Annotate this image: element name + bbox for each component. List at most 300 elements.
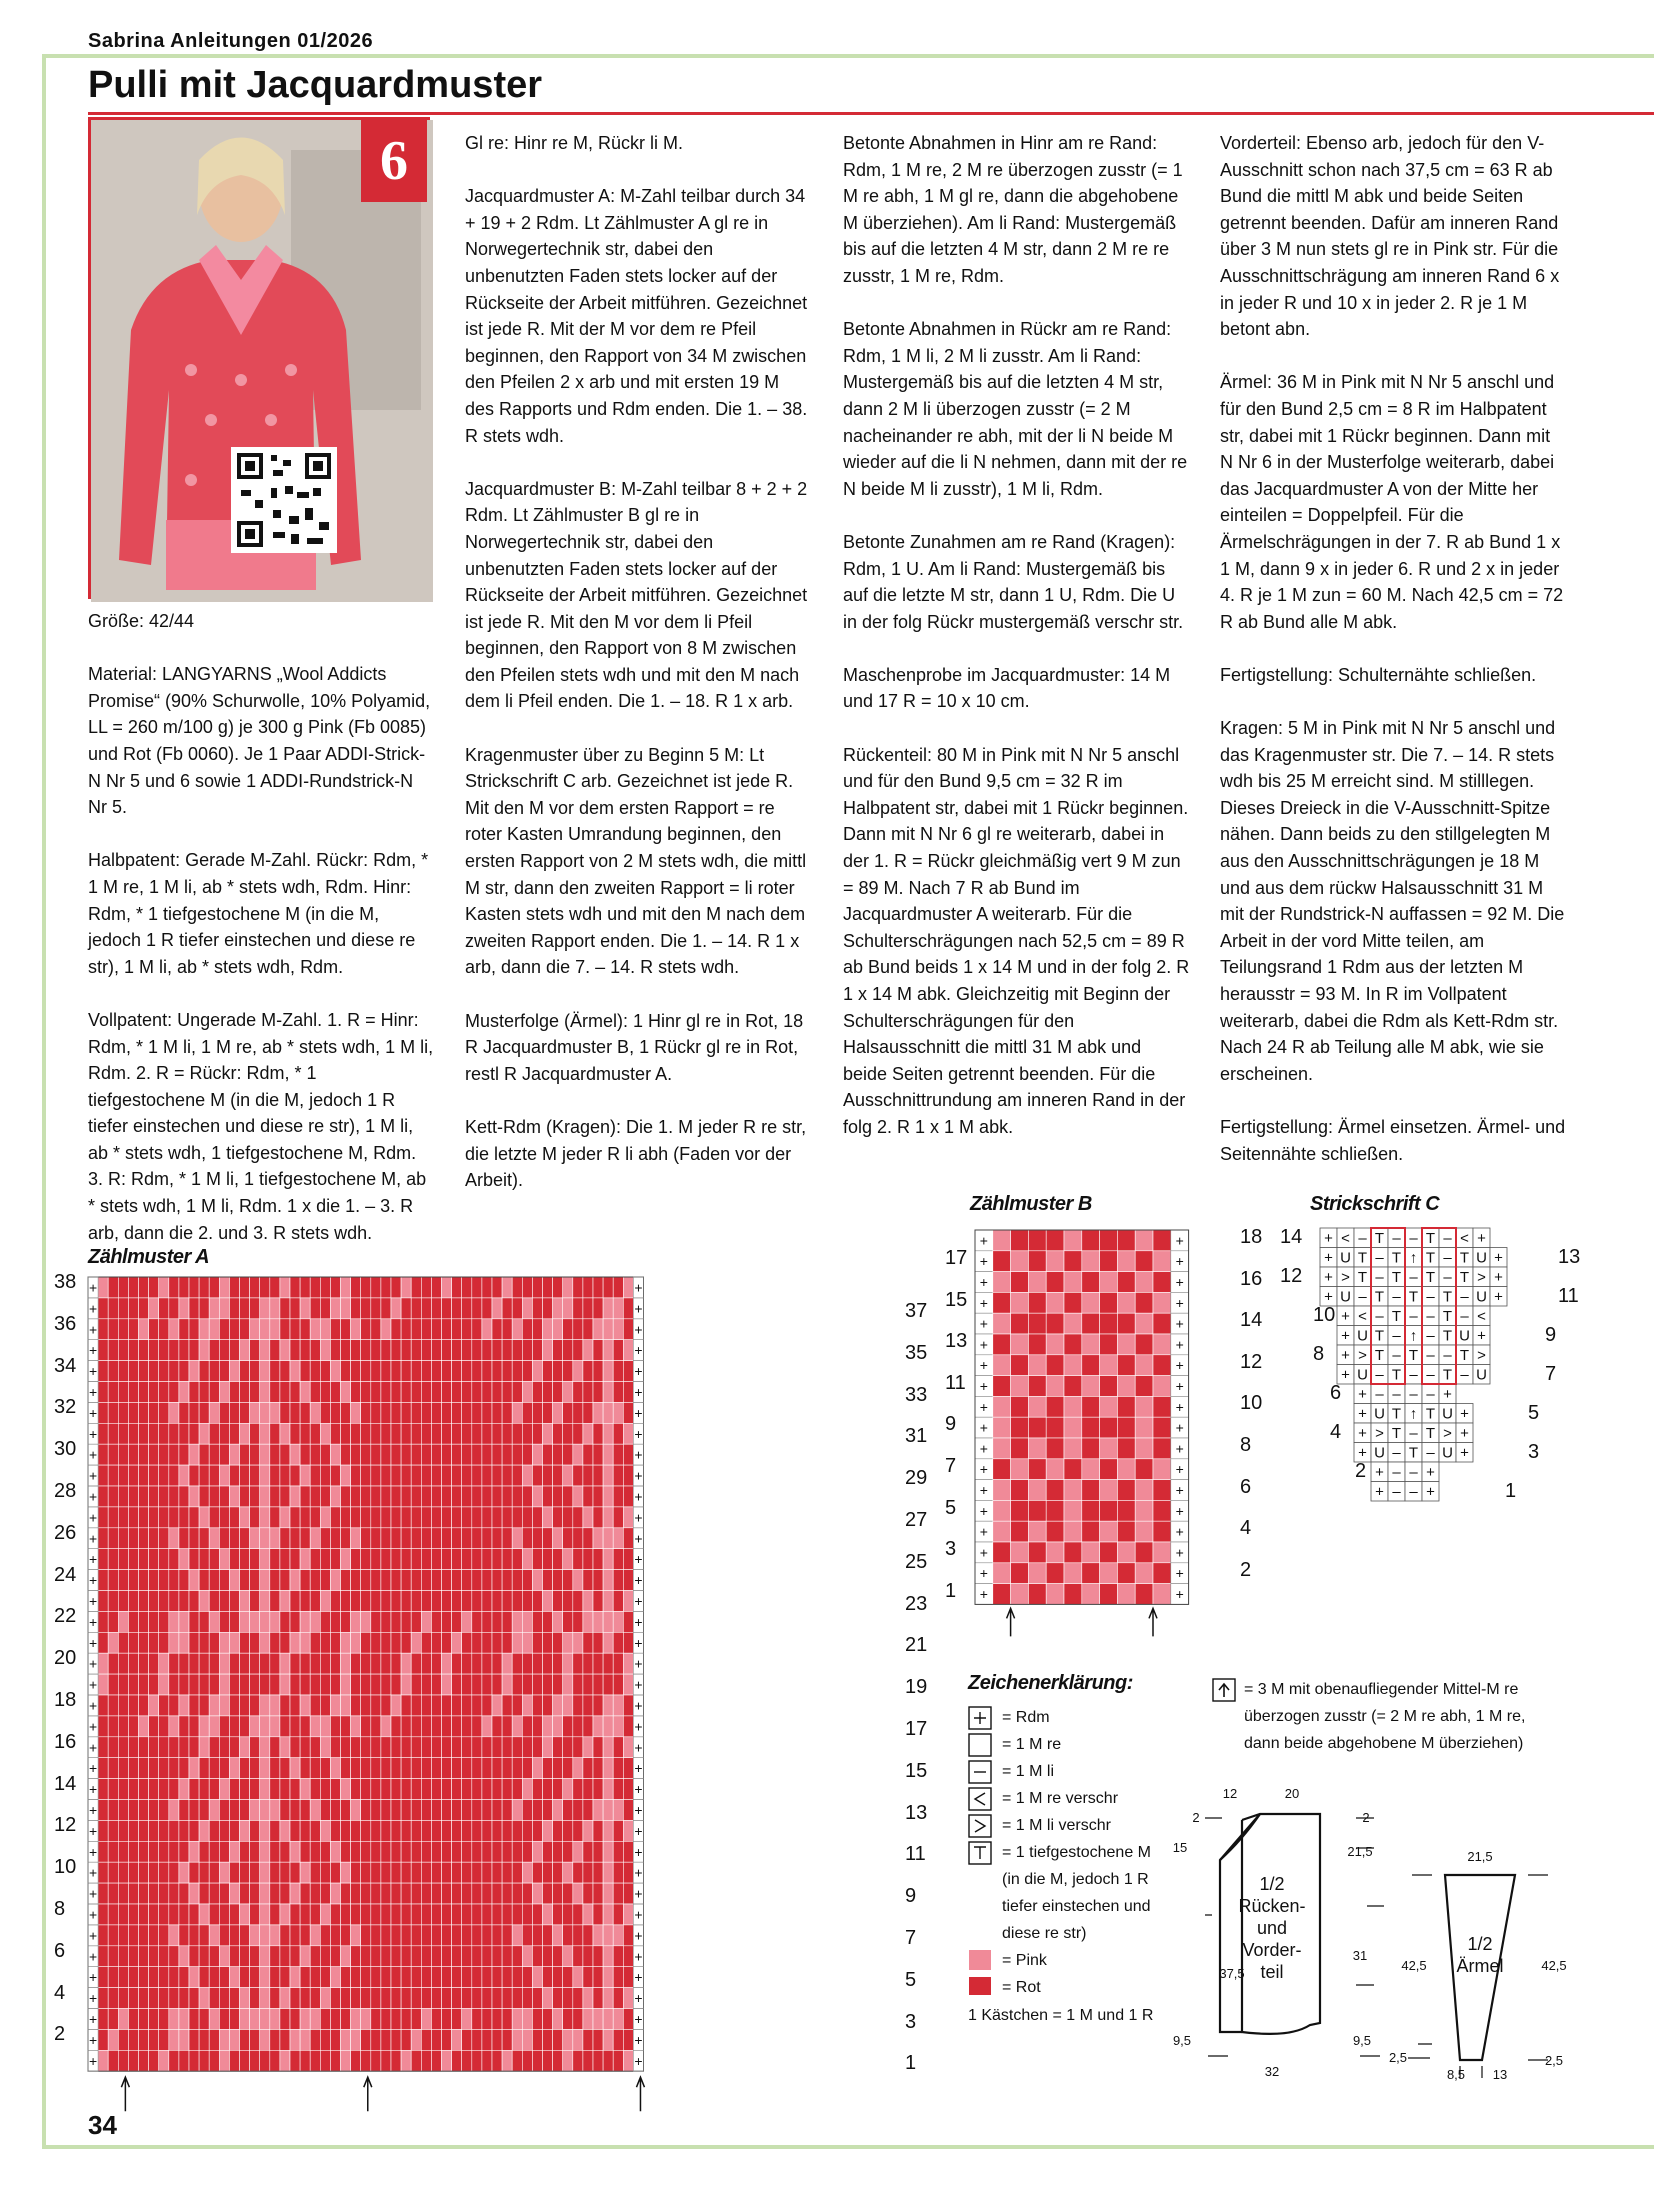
chart-b-row-14: 14 xyxy=(1240,1309,1263,1332)
aermel-text: Ärmel: 36 M in Pink mit N Nr 5 anschl und für den Bund 2,5 cm = 8 R im Halbpatent str, dabei mit 1 Rückr beginnen. Dann mit N Nr 6 in der Musterfolge weiterarb, dabei das Jacquardmuster A von der Mitte her einteilen = Doppelpfeil. Für die Ärmelschrägungen in der 7. R ab Bund 1 x 1 M, dann 9 x in jeder 6. R und 2 x in jeder 4. R je 1 M zun = 60 M. Nach 42,5 cm = 72 R ab Bund alle M abk. xyxy=(1220,372,1564,632)
legend-li-verschr: = 1 M li verschr xyxy=(1002,1817,1111,1834)
svg-text:+: + xyxy=(634,1446,643,1463)
svg-text:+: + xyxy=(634,1321,643,1338)
svg-text:+: + xyxy=(1341,1366,1350,1384)
svg-text:+: + xyxy=(88,1572,98,1589)
svg-text:+: + xyxy=(1426,1483,1435,1501)
chart-a-row-5: 5 xyxy=(905,1968,917,1991)
chart-b-row-12: 12 xyxy=(1240,1350,1263,1373)
svg-text:–: – xyxy=(1392,1463,1401,1481)
svg-text:+: + xyxy=(1460,1424,1469,1442)
dim-32: 32 xyxy=(1264,2064,1280,2079)
svg-text:T: T xyxy=(1442,1327,1453,1345)
svg-text:T: T xyxy=(1459,1268,1470,1286)
svg-text:–: – xyxy=(1392,1444,1401,1462)
chart-a-row-23: 23 xyxy=(905,1592,928,1615)
svg-text:–: – xyxy=(1426,1385,1435,1403)
svg-text:+: + xyxy=(1175,1502,1184,1519)
svg-text:+: + xyxy=(634,1906,643,1923)
svg-text:+: + xyxy=(1375,1483,1384,1501)
svg-text:+: + xyxy=(1324,1268,1333,1286)
svg-text:+: + xyxy=(1358,1444,1367,1462)
svg-text:+: + xyxy=(979,1232,988,1249)
svg-text:+: + xyxy=(88,1634,98,1651)
body-front-edge xyxy=(1220,1814,1260,2032)
chart-a-row-27: 27 xyxy=(905,1508,928,1531)
chart-a-row-37: 37 xyxy=(905,1299,928,1322)
abnahmen-rueckr-text: Betonte Abnahmen in Rückr am re Rand: Rdm, 1 M li, 2 M li zusstr. Am li Rand: Mustergemäß bis auf die letzten 4 M str, dann 2 M li überzogen zusstr (= 2 M nacheinander re abh, mit der li N beide M wieder auf die li N nehmen, dann mit der re N beide M li zusstr), 1 M li, Rdm. xyxy=(843,319,1188,499)
svg-text:T: T xyxy=(1425,1229,1436,1247)
chart-a-row-24: 24 xyxy=(54,1563,77,1586)
svg-text:+: + xyxy=(88,1613,98,1630)
svg-text:T: T xyxy=(1442,1307,1453,1325)
svg-text:+: + xyxy=(1175,1440,1184,1457)
svg-text:+: + xyxy=(634,1990,643,2007)
chart-a-row-26: 26 xyxy=(54,1521,77,1544)
chart-b-row-10: 10 xyxy=(1240,1392,1263,1415)
chart-a-row-29: 29 xyxy=(905,1467,928,1490)
chart-a-row-22: 22 xyxy=(54,1605,77,1628)
svg-text:+: + xyxy=(1175,1544,1184,1561)
svg-text:+: + xyxy=(634,1718,643,1735)
chart-a-row-17: 17 xyxy=(905,1717,928,1740)
sweater-photo xyxy=(88,117,430,599)
svg-text:–: – xyxy=(1375,1307,1384,1325)
svg-text:+: + xyxy=(1358,1405,1367,1423)
svg-text:>: > xyxy=(1375,1424,1384,1442)
svg-text:U: U xyxy=(1476,1249,1487,1267)
svg-text:+: + xyxy=(88,1822,98,1839)
svg-text:–: – xyxy=(1409,1483,1418,1501)
chart-b-row-1: 1 xyxy=(945,1579,957,1602)
svg-text:–: – xyxy=(1375,1385,1384,1403)
chart-c-row-8: 8 xyxy=(1313,1343,1325,1365)
svg-text:+: + xyxy=(1494,1268,1503,1286)
svg-text:T: T xyxy=(1391,1249,1402,1267)
jacquard-b-text: Jacquardmuster B: M-Zahl teilbar 8 + 2 + 2 Rdm. Lt Zählmuster B gl re in Norwegertechnik str, dabei den unbenutzten Faden stets locker auf der Rückseite der Arbeit mitführen. Gezeichnet ist jede R. Mit den M vor dem li Pfeil beginnen, den Rapport von 8 M zwischen den Pfeilen stets wdh und mit den M nach dem li Pfeil enden. Die 1. – 18. R 1 x arb. xyxy=(465,478,808,712)
dim-21-5: 21,5 xyxy=(1347,1844,1373,1859)
svg-text:U: U xyxy=(1442,1405,1453,1423)
svg-text:>: > xyxy=(1477,1268,1486,1286)
svg-text:+: + xyxy=(634,1885,643,1902)
svg-text:–: – xyxy=(1409,1366,1418,1384)
svg-text:+: + xyxy=(979,1544,988,1561)
chart-a-row-18: 18 xyxy=(54,1689,77,1711)
chart-b-row-17: 17 xyxy=(945,1247,968,1269)
svg-text:+: + xyxy=(634,1969,643,1986)
chart-c-row-5: 5 xyxy=(1528,1402,1540,1424)
legend-tiefgestochen-2: (in die M, jedoch 1 R xyxy=(1002,1871,1149,1888)
svg-text:–: – xyxy=(1409,1307,1418,1325)
chart-b-grid xyxy=(975,1230,1195,1630)
dim-42-5-right: 42,5 xyxy=(1541,1958,1567,1973)
chart-b-row-8: 8 xyxy=(1240,1434,1252,1456)
svg-text:+: + xyxy=(1494,1249,1503,1267)
chart-b-row-16: 16 xyxy=(1240,1267,1263,1290)
chart-b-row-11: 11 xyxy=(945,1371,966,1394)
chart-a-row-6: 6 xyxy=(54,1939,66,1962)
svg-text:+: + xyxy=(634,1530,643,1547)
dim-21-5-sleeve: 21,5 xyxy=(1467,1849,1493,1864)
svg-text:–: – xyxy=(1358,1229,1367,1247)
legend-items xyxy=(1002,1704,1172,2001)
legend-re-verschr: = 1 M re verschr xyxy=(1002,1790,1119,1807)
chart-a-row-13: 13 xyxy=(905,1801,928,1824)
svg-text:+: + xyxy=(634,1822,643,1839)
chart-a-row-35: 35 xyxy=(905,1341,928,1364)
svg-text:+: + xyxy=(1175,1398,1184,1415)
legend-tiefgestochen: = 1 tiefgestochene M xyxy=(1002,1844,1151,1861)
svg-text:+: + xyxy=(88,1551,98,1568)
svg-text:T: T xyxy=(1391,1366,1402,1384)
double-decrease-icon xyxy=(1212,1678,1238,1704)
svg-text:+: + xyxy=(1175,1523,1184,1540)
chart-b-row-18: 18 xyxy=(1240,1226,1263,1248)
svg-text:+: + xyxy=(88,1676,98,1693)
svg-text:–: – xyxy=(1426,1288,1435,1306)
svg-text:T: T xyxy=(1391,1268,1402,1286)
svg-text:+: + xyxy=(88,2010,98,2027)
svg-text:+: + xyxy=(1175,1315,1184,1332)
column-2 xyxy=(465,130,812,1220)
legend-pink: = Pink xyxy=(1002,1952,1047,1969)
svg-text:+: + xyxy=(979,1461,988,1478)
svg-text:+: + xyxy=(88,2052,98,2069)
svg-text:–: – xyxy=(1409,1463,1418,1481)
chart-b-row-7: 7 xyxy=(945,1455,957,1477)
svg-text:+: + xyxy=(1341,1327,1350,1345)
size-text: Größe: 42/44 xyxy=(88,611,195,631)
svg-text:+: + xyxy=(88,1321,98,1338)
svg-text:+: + xyxy=(634,1634,643,1651)
svg-text:+: + xyxy=(634,1509,643,1526)
svg-text:<: < xyxy=(1358,1307,1367,1325)
svg-text:+: + xyxy=(88,1425,98,1442)
svg-text:–: – xyxy=(1392,1288,1401,1306)
svg-text:–: – xyxy=(1375,1249,1384,1267)
svg-text:+: + xyxy=(1477,1327,1486,1345)
svg-text:+: + xyxy=(88,1801,98,1818)
svg-text:–: – xyxy=(1392,1229,1401,1247)
svg-text:+: + xyxy=(1341,1307,1350,1325)
svg-text:+: + xyxy=(1443,1385,1452,1403)
svg-text:+: + xyxy=(1175,1377,1184,1394)
svg-text:+: + xyxy=(634,1948,643,1965)
svg-text:+: + xyxy=(634,1279,643,1296)
svg-text:+: + xyxy=(1341,1346,1350,1364)
svg-text:+: + xyxy=(634,1864,643,1881)
svg-text:+: + xyxy=(634,1927,643,1944)
svg-text:+: + xyxy=(634,1551,643,1568)
chart-b-row-9: 9 xyxy=(945,1413,957,1436)
svg-text:+: + xyxy=(634,1592,643,1609)
svg-text:+: + xyxy=(979,1357,988,1374)
body-label-4: Vorder- xyxy=(1242,1940,1302,1960)
svg-text:+: + xyxy=(1175,1565,1184,1582)
legend-rdm: = Rdm xyxy=(1002,1709,1050,1726)
column-1 xyxy=(88,608,435,1273)
svg-text:+: + xyxy=(1324,1249,1333,1267)
dim-9-5-left: 9,5 xyxy=(1172,2033,1192,2048)
svg-text:+: + xyxy=(1460,1405,1469,1423)
svg-text:U: U xyxy=(1476,1288,1487,1306)
svg-text:+: + xyxy=(634,1843,643,1860)
fertigstellung-1-text: Fertigstellung: Schulternähte schließen. xyxy=(1220,664,1537,685)
page-number: 34 xyxy=(88,2110,117,2140)
size-schematic xyxy=(1160,1770,1567,2090)
chart-a-row-38: 38 xyxy=(54,1271,77,1293)
chart-a-row-14: 14 xyxy=(54,1772,77,1795)
svg-text:T: T xyxy=(1391,1405,1402,1423)
svg-text:+: + xyxy=(1426,1463,1435,1481)
svg-text:T: T xyxy=(1391,1307,1402,1325)
kragen-text: Kragen: 5 M in Pink mit N Nr 5 anschl und das Kragenmuster str. Die 7. – 14. R stets wdh bis 25 M erreicht sind. M stilllegen. Dieses Dreieck in die V-Ausschnitt-Spitze nähen. Dann beids zu den stillgelegten M aus den Ausschnittschrägungen je 18 M und aus dem rückw Halsausschnitt 31 M mit der Rundstrick-N auffassen = 92 M. Die Arbeit in der vord Mitte teilen, am Teilungsrand 1 Rdm aus der letzten M herausstr = 93 M. In R im Vollpatent weiterarb, dabei die Rdm als Kett-Rdm str. Nach 24 R ab Teilung alle M abk, wie sie erscheinen. xyxy=(1220,718,1565,1084)
legend-li: = 1 M li xyxy=(1002,1763,1055,1780)
svg-text:+: + xyxy=(88,1404,98,1421)
chart-a-row-25: 25 xyxy=(905,1550,928,1573)
svg-text:–: – xyxy=(1392,1327,1401,1345)
svg-text:>: > xyxy=(1477,1346,1486,1364)
chart-a-row-15: 15 xyxy=(905,1759,928,1782)
svg-text:+: + xyxy=(1375,1463,1384,1481)
legend-arrow-text: = 3 M mit obenaufliegender Mittel-M re überzogen zusstr (= 2 M re abh, 1 M re, dann beide abgehobene M überziehen) xyxy=(1244,1681,1526,1752)
rueckenteil-text: Rückenteil: 80 M in Pink mit N Nr 5 anschl und für den Bund 9,5 cm = 32 R im Halbpatent str, dabei mit 1 Rückr beginnen. Dann mit N Nr 6 gl re weiterarb, dabei in der 1. R = Rückr gleichmäßig vert 9 M zun = 89 M. Nach 7 R ab Bund im Jacquardmuster A weiterarb. Für die Schulterschrägungen nach 52,5 cm = 89 R ab Bund beids 1 x 14 M und in der folg 2. R 1 x 14 M abk. Gleichzeitig mit Beginn der Schulterschrägungen für den Halsausschnitt die mittl 31 M abk und beide Seiten getrennt beenden. Für die Ausschnittrundung am inneren Rand in der folg 2. R 1 x 1 M abk. xyxy=(843,744,1190,1137)
dim-2-right: 2 xyxy=(1362,1810,1370,1825)
svg-text:+: + xyxy=(1175,1461,1184,1478)
dim-42-5-left: 42,5 xyxy=(1401,1958,1427,1973)
chart-a-row-21: 21 xyxy=(905,1634,928,1657)
svg-text:–: – xyxy=(1443,1249,1452,1267)
svg-text:>: > xyxy=(1341,1268,1350,1286)
chart-a-row-10: 10 xyxy=(54,1856,77,1879)
svg-text:T: T xyxy=(1357,1249,1368,1267)
legend-symbols xyxy=(968,1706,994,1996)
svg-text:+: + xyxy=(979,1419,988,1436)
svg-text:+: + xyxy=(979,1294,988,1311)
svg-text:–: – xyxy=(1392,1346,1401,1364)
kettrdm-text: Kett-Rdm (Kragen): Die 1. M jeder R re str, die letzte M jeder R li abh (Faden vor der Arbeit). xyxy=(465,1116,807,1191)
svg-text:+: + xyxy=(979,1585,988,1602)
svg-text:T: T xyxy=(1408,1346,1419,1364)
sleeve-label-2: Ärmel xyxy=(1456,1956,1504,1976)
chart-a-row-30: 30 xyxy=(54,1438,77,1461)
svg-text:+: + xyxy=(88,1864,98,1881)
svg-text:<: < xyxy=(1477,1307,1486,1325)
chart-a-row-32: 32 xyxy=(54,1396,77,1419)
legend-title: Zeichenerklärung: xyxy=(968,1672,1133,1694)
glre-text: Gl re: Hinr re M, Rückr li M. xyxy=(465,133,684,153)
chart-a-label: Zählmuster A xyxy=(88,1246,210,1268)
svg-text:+: + xyxy=(88,1488,98,1505)
svg-text:+: + xyxy=(88,1279,98,1296)
svg-text:↑: ↑ xyxy=(1409,1249,1418,1267)
svg-text:+: + xyxy=(979,1377,988,1394)
svg-text:T: T xyxy=(1374,1327,1385,1345)
svg-text:+: + xyxy=(88,1927,98,1944)
svg-text:U: U xyxy=(1357,1327,1368,1345)
body-label-2: Rücken- xyxy=(1238,1896,1306,1916)
svg-text:T: T xyxy=(1442,1288,1453,1306)
dim-37-5: 37,5 xyxy=(1219,1966,1245,1981)
svg-text:+: + xyxy=(88,1760,98,1777)
svg-text:+: + xyxy=(634,1383,643,1400)
svg-text:T: T xyxy=(1408,1444,1419,1462)
dim-2-left: 2 xyxy=(1192,1810,1200,1825)
chart-c-row-13: 13 xyxy=(1558,1246,1581,1268)
svg-text:+: + xyxy=(88,1739,98,1756)
svg-text:+: + xyxy=(88,1969,98,1986)
page-title: Pulli mit Jacquardmuster xyxy=(88,64,543,106)
svg-text:+: + xyxy=(88,1592,98,1609)
svg-text:↑: ↑ xyxy=(1409,1327,1418,1345)
musterfolge-text: Musterfolge (Ärmel): 1 Hinr gl re in Rot, 18 R Jacquardmuster B, 1 Rückr gl re in Rot, restl R Jacquardmuster A. xyxy=(465,1010,804,1084)
chart-c-row-3: 3 xyxy=(1528,1441,1540,1463)
svg-text:+: + xyxy=(88,1467,98,1484)
svg-text:+: + xyxy=(1175,1481,1184,1498)
body-label-1: 1/2 xyxy=(1259,1874,1285,1894)
dim-13: 13 xyxy=(1492,2067,1508,2082)
chart-a-row-7: 7 xyxy=(905,1926,917,1949)
svg-text:+: + xyxy=(1324,1229,1333,1247)
svg-text:–: – xyxy=(1460,1366,1469,1384)
svg-text:T: T xyxy=(1374,1288,1385,1306)
title-rule xyxy=(88,112,1654,115)
vorderteil-text: Vorderteil: Ebenso arb, jedoch für den V-Ausschnitt schon nach 37,5 cm = 63 R ab Bund die mittl M abk und beide Seiten getrennt beenden. Dafür am inneren Rand über 3 M nun stets gl re in Pink str. Für die Ausschnittschrägung am inneren Rand 6 x in jeder R und 10 x in jeder 2. R je 1 M betont abn. xyxy=(1220,133,1560,340)
svg-text:T: T xyxy=(1391,1424,1402,1442)
svg-text:U: U xyxy=(1476,1366,1487,1384)
svg-text:–: – xyxy=(1426,1307,1435,1325)
dim-15: 15 xyxy=(1172,1840,1188,1855)
dim-31: 31 xyxy=(1352,1948,1368,1963)
svg-text:–: – xyxy=(1375,1268,1384,1286)
chart-c-row-14: 14 xyxy=(1280,1226,1303,1248)
svg-text:–: – xyxy=(1358,1288,1367,1306)
abnahmen-hinr-text: Betonte Abnahmen in Hinr am re Rand: Rdm, 1 M re, 2 M re überzogen zusstr (= 1 M re abh, 1 M gl re, dann die abgehobene M überziehen). Am li Rand: Mustergemäß bis auf die letzten 4 M str, dann 2 M re re zusstr, 1 M re, Rdm. xyxy=(843,133,1183,286)
svg-text:+: + xyxy=(88,1655,98,1672)
svg-text:+: + xyxy=(634,1781,643,1798)
svg-text:+: + xyxy=(1358,1385,1367,1403)
svg-text:+: + xyxy=(634,1739,643,1756)
chart-a-row-8: 8 xyxy=(54,1898,66,1920)
svg-text:–: – xyxy=(1443,1229,1452,1247)
svg-text:–: – xyxy=(1409,1229,1418,1247)
dim-20: 20 xyxy=(1284,1786,1300,1801)
svg-text:+: + xyxy=(634,1467,643,1484)
svg-text:+: + xyxy=(88,1342,98,1359)
svg-text:+: + xyxy=(1358,1424,1367,1442)
svg-text:+: + xyxy=(979,1315,988,1332)
svg-text:+: + xyxy=(634,1801,643,1818)
chart-a-row-28: 28 xyxy=(54,1480,77,1502)
chart-b-row-6: 6 xyxy=(1240,1475,1252,1498)
chart-a-row-33: 33 xyxy=(905,1383,928,1406)
chart-c-row-7: 7 xyxy=(1545,1363,1557,1385)
chart-a-row-16: 16 xyxy=(54,1730,77,1753)
column-3 xyxy=(843,130,1190,1167)
jacquard-a-text: Jacquardmuster A: M-Zahl teilbar durch 34 + 19 + 2 Rdm. Lt Zählmuster A gl re in Norwegertechnik str, dabei den unbenutzten Faden stets locker auf der Rückseite der Arbeit mitführen. Gezeichnet ist jede R. Mit der M vor dem re Pfeil beginnen, den Rapport von 34 M zwischen den Pfeilen 2 x arb und mit ersten 19 M des Rapports und Rdm enden. Die 1. – 38. R stets wdh. xyxy=(465,186,808,446)
chart-c-row-6: 6 xyxy=(1330,1382,1342,1404)
chart-b-row-2: 2 xyxy=(1240,1558,1252,1581)
dim-2-5-right: 2,5 xyxy=(1544,2053,1564,2068)
svg-text:+: + xyxy=(634,2010,643,2027)
legend-kaestchen: 1 Kästchen = 1 M und 1 R xyxy=(968,2007,1154,2024)
dim-12: 12 xyxy=(1222,1786,1238,1801)
svg-text:T: T xyxy=(1374,1346,1385,1364)
svg-text:+: + xyxy=(634,2031,643,2048)
svg-text:+: + xyxy=(634,1404,643,1421)
column-4 xyxy=(1220,130,1567,1194)
chart-c-row-4: 4 xyxy=(1330,1421,1342,1443)
svg-text:<: < xyxy=(1460,1229,1469,1247)
svg-text:T: T xyxy=(1425,1405,1436,1423)
kragenmuster-text: Kragenmuster über zu Beginn 5 M: Lt Strickschrift C arb. Gezeichnet ist jede R. Mit den M vor dem ersten Rapport = re roter Kasten Umrandung beginnen, den ersten Rapport von 2 M stets wdh, die mittl M str, dann den zweiten Rapport = li roter Kasten stets wdh und mit den M nach dem zweiten Rapport enden. Die 1. – 14. R 1 x arb, dann die 7. – 14. R stets wdh. xyxy=(465,744,807,978)
chart-a-grid xyxy=(88,1277,648,2077)
svg-text:T: T xyxy=(1442,1366,1453,1384)
chart-a-row-4: 4 xyxy=(54,1981,66,2004)
svg-text:+: + xyxy=(979,1502,988,1519)
chart-c-row-1: 1 xyxy=(1505,1480,1517,1502)
pattern-number-badge: 6 xyxy=(361,120,427,202)
chart-c-row-12: 12 xyxy=(1280,1265,1303,1287)
svg-text:+: + xyxy=(88,1781,98,1798)
svg-text:+: + xyxy=(88,1843,98,1860)
svg-text:+: + xyxy=(979,1440,988,1457)
svg-text:T: T xyxy=(1425,1424,1436,1442)
dim-9-5-right: 9,5 xyxy=(1352,2033,1372,2048)
legend-tiefgestochen-3: tiefer einstechen und xyxy=(1002,1898,1151,1915)
legend-tiefgestochen-4: diese re str) xyxy=(1002,1925,1087,1942)
svg-text:–: – xyxy=(1426,1444,1435,1462)
chart-a-row-12: 12 xyxy=(54,1814,77,1837)
svg-text:U: U xyxy=(1374,1405,1385,1423)
svg-text:+: + xyxy=(1175,1419,1184,1436)
svg-text:–: – xyxy=(1375,1366,1384,1384)
svg-text:+: + xyxy=(88,1718,98,1735)
svg-text:+: + xyxy=(634,1655,643,1672)
svg-text:+: + xyxy=(979,1253,988,1270)
fertigstellung-2-text: Fertigstellung: Ärmel einsetzen. Ärmel- und Seitennähte schließen. xyxy=(1220,1116,1566,1164)
svg-text:+: + xyxy=(1175,1294,1184,1311)
svg-text:U: U xyxy=(1340,1249,1351,1267)
svg-text:+: + xyxy=(88,1990,98,2007)
svg-text:+: + xyxy=(979,1523,988,1540)
maschenprobe-text: Maschenprobe im Jacquardmuster: 14 M und 17 R = 10 x 10 cm. xyxy=(843,664,1171,712)
svg-text:+: + xyxy=(979,1565,988,1582)
svg-text:–: – xyxy=(1409,1268,1418,1286)
chart-a-row-34: 34 xyxy=(54,1354,77,1377)
chart-b-label: Zählmuster B xyxy=(970,1193,1092,1215)
svg-text:+: + xyxy=(1460,1444,1469,1462)
svg-text:+: + xyxy=(634,1697,643,1714)
sleeve-label-1: 1/2 xyxy=(1467,1934,1493,1954)
material-text: Material: LANGYARNS „Wool Addicts Promise“ (90% Schurwolle, 10% Polyamid, LL = 260 m/100 g) je 300 g Pink (Fb 0085) und Rot (Fb 0060). Je 1 Paar ADDI-Strick-N Nr 5 und 6 sowie 1 ADDI-Rundstrick-N Nr 5. xyxy=(88,664,431,818)
chart-c-row-10: 10 xyxy=(1313,1304,1336,1326)
chart-a-row-20: 20 xyxy=(54,1647,77,1670)
dim-8-5: 8,5 xyxy=(1446,2067,1466,2082)
svg-text:–: – xyxy=(1460,1288,1469,1306)
svg-text:T: T xyxy=(1459,1249,1470,1267)
svg-text:>: > xyxy=(1443,1424,1452,1442)
zunahmen-text: Betonte Zunahmen am re Rand (Kragen): Rdm, 1 U. Am li Rand: Mustergemäß bis auf die letzte M str, dann 1 U, Rdm. Die U in der folg Rückr mustergemäß verschr str. xyxy=(843,531,1184,632)
svg-text:+: + xyxy=(1494,1288,1503,1306)
svg-text:+: + xyxy=(88,1383,98,1400)
svg-text:–: – xyxy=(1392,1483,1401,1501)
svg-text:+: + xyxy=(634,1676,643,1693)
svg-text:+: + xyxy=(979,1481,988,1498)
chart-a-row-3: 3 xyxy=(905,2010,917,2033)
svg-text:U: U xyxy=(1340,1288,1351,1306)
halbpatent-text: Halbpatent: Gerade M-Zahl. Rückr: Rdm, * 1 M re, 1 M li, ab * stets wdh, Rdm. Hinr: Rdm, * 1 tiefgestochene M (in die M, jedoch 1 R tiefer einstechen und diese re str), 1 M li, ab * stets wdh, Rdm. xyxy=(88,850,429,977)
